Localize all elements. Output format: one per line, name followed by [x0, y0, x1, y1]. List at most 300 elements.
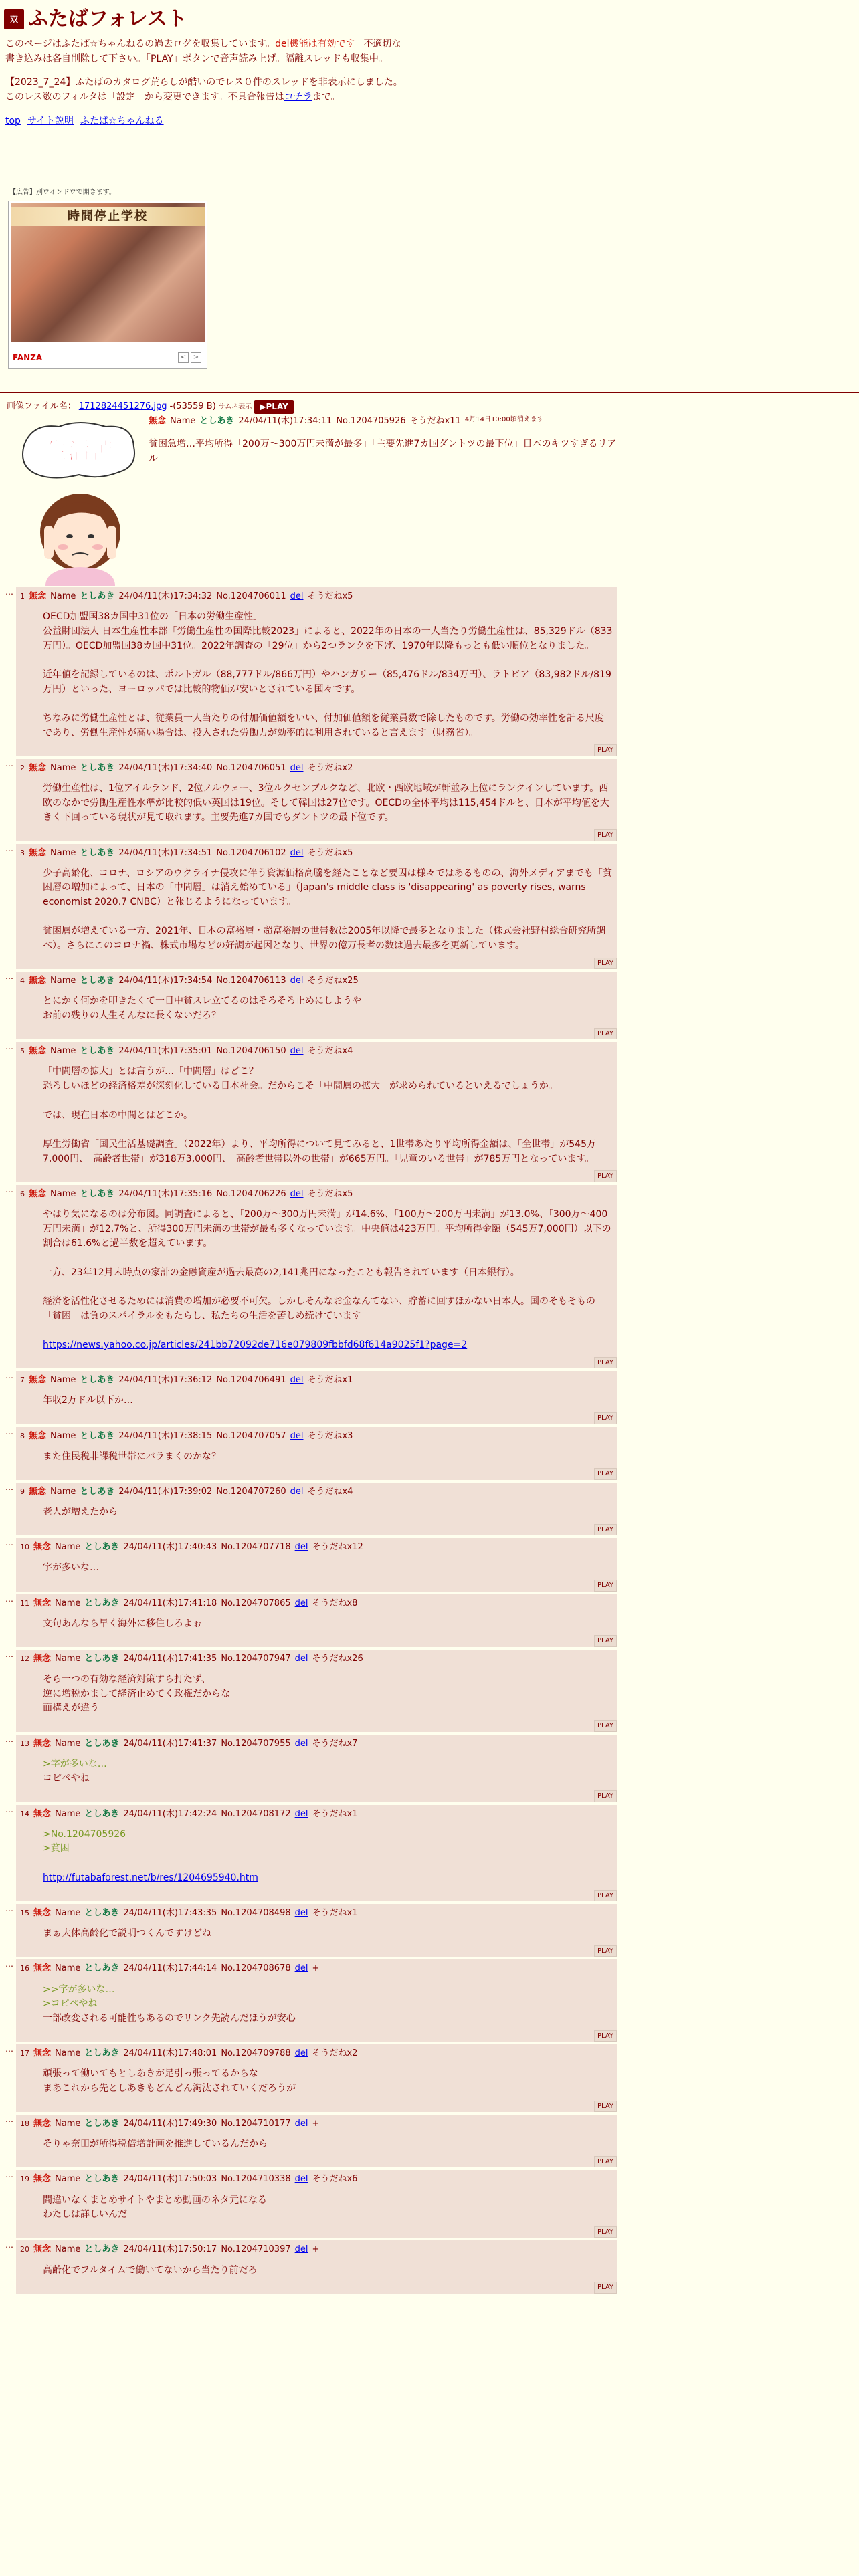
reply-box	[16, 2240, 617, 2293]
reply-index: 19	[20, 2175, 29, 2184]
reply-play-button[interactable]: PLAY	[594, 1635, 617, 1647]
reply-body	[43, 1065, 613, 1166]
reply-body	[43, 2193, 613, 2222]
reply-dots: …	[5, 843, 13, 853]
reply-name-prefix: Name	[55, 2048, 81, 2059]
reply-play-button[interactable]: PLAY	[594, 744, 617, 756]
reply-body	[43, 1450, 613, 1465]
reply-play-button[interactable]: PLAY	[594, 1170, 617, 1182]
reply-play-button[interactable]: PLAY	[594, 1357, 617, 1369]
reply-dots: …	[5, 587, 13, 597]
reply-quote: >No.1204705926 >貧困	[43, 1828, 126, 1854]
reply-number[interactable]: No.1204710177	[221, 2119, 291, 2129]
reply-header	[20, 762, 613, 775]
reply-body	[43, 1673, 613, 1716]
reply-body	[43, 994, 613, 1023]
reply-text: 老人が増えたから	[43, 1507, 118, 1518]
reply-name: としあき	[80, 591, 115, 601]
reply-text: 労働生産性は、1位アイルランド、2位ノルウェー、3位ルクセンブルクなど、北欧・西欧地域が軒並み上位にランクインしています。西欧のなかで労働生産性水準が比較的低い英国は19位。そして韓国は27位です。OECDの全体平均は115,454ドルと、日本が平均値を大きく下回っている現状が見て取れます。主要先進7カ国でもダントツの最下位です。	[43, 782, 609, 823]
reply-del-link[interactable]: del	[290, 1375, 304, 1386]
reply-del-link[interactable]: del	[294, 2244, 308, 2255]
op-post	[149, 415, 617, 467]
reply-subject: 無念	[33, 1908, 52, 1919]
reply-number[interactable]: No.1204706051	[216, 762, 286, 773]
reply-dots: …	[5, 1482, 13, 1492]
ad-arrows	[178, 352, 201, 363]
reply-datetime: 24/04/11(木)17:39:02	[118, 1486, 213, 1497]
reply-number[interactable]: No.1204706113	[216, 976, 286, 986]
reply-soudane[interactable]: +	[312, 1963, 320, 1974]
reply-del-link[interactable]: del	[294, 2119, 308, 2129]
reply-number[interactable]: No.1204707947	[221, 1653, 291, 1664]
reply-quote: >字が多いな…	[43, 1758, 107, 1769]
reply-play-button[interactable]: PLAY	[594, 1720, 617, 1732]
thumb-note: サムネ表示	[218, 403, 252, 411]
reply-name-prefix: Name	[55, 1542, 81, 1553]
reply-item	[5, 1185, 621, 1369]
reply-subject: 無念	[29, 1046, 47, 1057]
reply-body	[43, 1617, 613, 1632]
reply-name-prefix: Name	[55, 1598, 81, 1608]
reply-name: としあき	[80, 1375, 115, 1386]
reply-datetime: 24/04/11(木)17:41:18	[123, 1598, 217, 1608]
ad-prev-button[interactable]: <	[178, 352, 189, 363]
reply-del-link[interactable]: del	[290, 591, 304, 601]
reply-text: まぁ大体高齢化で説明つくんですけどね	[43, 1928, 211, 1939]
reply-datetime: 24/04/11(木)17:44:14	[123, 1963, 217, 1974]
reply-number[interactable]: No.1204706011	[216, 591, 286, 601]
ad-next-button[interactable]: >	[191, 352, 201, 363]
reply-text: そら一つの有効な経済対策すら打たず、 逆に増税かまして経済止めてく政権だからな 面構えが違う	[43, 1674, 230, 1714]
reply-number[interactable]: No.1204707955	[221, 1738, 291, 1749]
reply-item	[5, 1483, 621, 1535]
reply-index: 4	[20, 976, 25, 986]
reply-index: 6	[20, 1189, 25, 1198]
reply-body	[43, 1561, 613, 1576]
reply-text: また住民税非課税世帯にバラまくのかな？	[43, 1451, 221, 1462]
reply-index: 3	[20, 848, 25, 857]
reply-dots: …	[5, 972, 13, 982]
reply-del-link[interactable]: del	[290, 1430, 304, 1441]
reply-index: 14	[20, 1809, 29, 1818]
reply-soudane[interactable]: そうだねx2	[307, 762, 353, 773]
reply-body	[43, 1208, 613, 1353]
reply-soudane[interactable]: そうだねx1	[312, 1808, 358, 1819]
reply-datetime: 24/04/11(木)17:35:01	[118, 1046, 213, 1057]
reply-dots: …	[5, 758, 13, 768]
reply-item	[5, 2170, 621, 2238]
reply-index: 10	[20, 1543, 29, 1552]
reply-header	[20, 2117, 613, 2131]
reply-datetime: 24/04/11(木)17:43:35	[123, 1908, 217, 1919]
reply-index: 16	[20, 1964, 29, 1973]
reply-soudane[interactable]: そうだねx8	[312, 1598, 358, 1608]
reply-del-link[interactable]: del	[290, 762, 304, 773]
reply-name: としあき	[80, 1486, 115, 1497]
reply-datetime: 24/04/11(木)17:34:32	[118, 591, 213, 601]
reply-soudane[interactable]: そうだねx12	[312, 1542, 363, 1553]
reply-play-button[interactable]: PLAY	[594, 1945, 617, 1957]
nav-futaba-link[interactable]: ふたば☆ちゃんねる	[80, 115, 164, 126]
reply-dots: …	[5, 1904, 13, 1914]
reply-name-prefix: Name	[50, 1430, 76, 1441]
reply-datetime: 24/04/11(木)17:50:17	[123, 2244, 217, 2255]
reply-name: としあき	[84, 1808, 120, 1819]
reply-del-link[interactable]: del	[290, 1046, 304, 1057]
reply-index: 7	[20, 1376, 25, 1385]
reply-body	[43, 1505, 613, 1520]
reply-body	[43, 1983, 613, 2026]
reply-text: 年収2万ドル以下か…	[43, 1395, 133, 1406]
reply-play-button[interactable]: PLAY	[594, 2282, 617, 2294]
intro-section	[5, 37, 407, 128]
reply-text: 文句あんなら早く海外に移住しろよぉ	[43, 1618, 202, 1629]
reply-name: としあき	[84, 2119, 120, 2129]
reply-soudane[interactable]: そうだねx3	[307, 1430, 353, 1441]
reply-name: としあき	[80, 1046, 115, 1057]
reply-index: 17	[20, 2049, 29, 2058]
reply-body	[43, 1394, 613, 1408]
ad-banner[interactable]	[8, 201, 207, 369]
intro-paragraph-1: このページはふたば☆ちゃんねるの過去ログを収集しています。del機能は有効です。不適切な書き込みは各自削除して下さい。「PLAY」ボタンで音声読み上げ。隔離スレッドも収集中。	[5, 39, 401, 64]
reply-subject: 無念	[29, 847, 47, 858]
reply-del-link[interactable]: del	[294, 2048, 308, 2059]
op-subject: 無念	[149, 416, 167, 426]
site-header	[4, 4, 187, 35]
divider	[0, 392, 859, 393]
reply-item	[5, 844, 621, 970]
reply-body	[43, 1927, 613, 1941]
reply-box	[16, 1371, 617, 1424]
reply-dots: …	[5, 2170, 13, 2180]
nav-about-link[interactable]: サイト説明	[27, 115, 74, 126]
reply-name-prefix: Name	[55, 2119, 81, 2129]
reply-box	[16, 1427, 617, 1480]
reply-play-button[interactable]: PLAY	[594, 829, 617, 841]
reply-box	[16, 1904, 617, 1957]
op-header: 無念 Name としあき 24/04/11(木)17:34:11 No.1204705926 そうだねx11 4月14日10:00頃消えます	[149, 415, 617, 428]
reply-header	[20, 590, 613, 603]
reply-text: 一部改変される可能性もあるのでリンク先読んだほうが安心	[43, 2012, 296, 2024]
reply-name-prefix: Name	[55, 1738, 81, 1749]
bug-report-link[interactable]: コチラ	[284, 92, 312, 103]
reply-subject: 無念	[29, 591, 47, 601]
reply-header	[20, 1808, 613, 1821]
op-expire: 4月14日10:00頃消えます	[464, 416, 544, 423]
reply-name: としあき	[80, 847, 115, 858]
reply-number[interactable]: No.1204709788	[221, 2048, 291, 2059]
reply-soudane[interactable]: そうだねx1	[307, 1375, 353, 1386]
svg-text:生活苦: 生活苦	[45, 438, 113, 465]
reply-box	[16, 1042, 617, 1182]
reply-dots: …	[5, 1184, 13, 1194]
reply-play-button[interactable]: PLAY	[594, 1790, 617, 1802]
reply-name: としあき	[80, 762, 115, 773]
reply-text: 「中間層の拡大」とは言うが…「中間層」はどこ？ 恐ろしいほどの経済格差が深刻化している日本社会。だからこそ「中間層の拡大」が求められているといえるでしょうか。 では、現在日本の中間とはどこか。 厚生労働省「国民生活基礎調査」（2022年）より、平均所得について見てみると、1世帯あたり平均所得金額は、「全世帯」が545万7,000円、「高齢者世帯」が318万3,000円、「高齢者世帯以外の世帯」が665万円。「児童のいる世帯」が785万円となっています。	[43, 1066, 596, 1164]
reply-box	[16, 1805, 617, 1901]
reply-header	[20, 1430, 613, 1443]
reply-index: 12	[20, 1654, 29, 1663]
op-name: としあき	[199, 416, 235, 426]
reply-name: としあき	[84, 1963, 120, 1974]
reply-subject: 無念	[33, 2244, 52, 2255]
reply-index: 1	[20, 592, 25, 601]
reply-item	[5, 2044, 621, 2112]
reply-box	[16, 2044, 617, 2112]
reply-header	[20, 2173, 613, 2186]
nav-top-link[interactable]: top	[5, 115, 21, 126]
reply-header	[20, 1597, 613, 1610]
reply-index: 13	[20, 1739, 29, 1748]
image-file-link[interactable]: 1712824451276.jpg	[78, 401, 167, 412]
reply-text: OECD加盟国38カ国中31位の「日本の労働生産性」 公益財団法人 日本生産性本部「労働生産性の国際比較2023」によると、2022年の日本の一人当たり労働生産性は、85,329ドル（833万円）。OECD加盟国38カ国中31位。2022年調査の「29位」から2つランクを下げ、1970年以降もっとも低い順位となりました。 近年値を記録しているのは、ポルトガル（88,777ドル/866万円）やハンガリー（85,476ドル/834万円）、ラトビア（83,982ドル/819万円）といった、ヨーロッパでは比較的物価が安いとされている国々です。 ちなみに労働生産性とは、従業員一人当たりの付加価値額をいい、付加価値額を従業員数で除したものです。労働の効率性を計る尺度であり、労働生産性が高い場合は、投入された労働力が効率的に利用されていると言えます（財務省）。	[43, 611, 613, 738]
reply-header	[20, 1374, 613, 1387]
reply-subject: 無念	[33, 2174, 52, 2185]
reply-item	[5, 1735, 621, 1802]
reply-dots: …	[5, 2044, 13, 2054]
reply-link[interactable]: http://futabaforest.net/b/res/1204695940.htm	[43, 1872, 258, 1883]
reply-soudane[interactable]: そうだねx5	[307, 591, 353, 601]
reply-soudane[interactable]: そうだねx7	[312, 1738, 358, 1749]
reply-name: としあき	[80, 976, 115, 986]
nav-links	[5, 114, 407, 129]
reply-item	[5, 1042, 621, 1182]
ad-brand-logo: FANZA	[13, 353, 43, 363]
reply-item	[5, 2240, 621, 2293]
reply-play-button[interactable]: PLAY	[594, 1580, 617, 1592]
reply-name: としあき	[84, 2174, 120, 2185]
reply-del-link[interactable]: del	[290, 1486, 304, 1497]
reply-header	[20, 1188, 613, 1201]
reply-name: としあき	[84, 2048, 120, 2059]
reply-item	[5, 1805, 621, 1901]
op-play-button[interactable]: ▶PLAY	[254, 400, 294, 414]
reply-text: そりゃ奈田が所得税倍増計画を推進しているんだから	[43, 2139, 268, 2150]
reply-header	[20, 1907, 613, 1920]
reply-del-link[interactable]: del	[294, 1808, 308, 1819]
reply-item	[5, 2115, 621, 2167]
reply-header	[20, 2047, 613, 2060]
reply-play-button[interactable]: PLAY	[594, 1890, 617, 1902]
reply-soudane[interactable]: そうだねx4	[307, 1486, 353, 1497]
op-thumbnail[interactable]	[19, 419, 139, 586]
reply-subject: 無念	[33, 1738, 52, 1749]
reply-number[interactable]: No.1204707057	[216, 1430, 286, 1441]
reply-number[interactable]: No.1204706491	[216, 1375, 286, 1386]
reply-number[interactable]: No.1204708678	[221, 1963, 291, 1974]
reply-index: 20	[20, 2245, 29, 2254]
reply-name-prefix: Name	[55, 1808, 81, 1819]
reply-play-button[interactable]: PLAY	[594, 2156, 617, 2168]
reply-name-prefix: Name	[50, 591, 76, 601]
reply-name-prefix: Name	[55, 1653, 81, 1664]
reply-item	[5, 587, 621, 756]
reply-box	[16, 1483, 617, 1535]
reply-body	[43, 2067, 613, 2096]
reply-soudane[interactable]: そうだねx4	[307, 1046, 353, 1057]
reply-name: としあき	[80, 1430, 115, 1441]
reply-name: としあき	[84, 1908, 120, 1919]
reply-datetime: 24/04/11(木)17:34:51	[118, 847, 213, 858]
reply-name-prefix: Name	[50, 976, 76, 986]
reply-header	[20, 2243, 613, 2256]
reply-item	[5, 1371, 621, 1424]
reply-text: コピペやね	[43, 1773, 90, 1784]
reply-name-prefix: Name	[55, 2174, 81, 2185]
reply-subject: 無念	[29, 762, 47, 773]
reply-del-link[interactable]: del	[294, 1738, 308, 1749]
reply-box	[16, 1185, 617, 1369]
reply-number[interactable]: No.1204710338	[221, 2174, 291, 2185]
reply-datetime: 24/04/11(木)17:36:12	[118, 1375, 213, 1386]
reply-link[interactable]: https://news.yahoo.co.jp/articles/241bb72092de716e079809fbbfd68f614a9025f1?page=2	[43, 1339, 468, 1351]
reply-header	[20, 1737, 613, 1751]
reply-dots: …	[5, 1734, 13, 1744]
reply-item	[5, 1427, 621, 1480]
reply-name: としあき	[84, 1738, 120, 1749]
reply-text: 頑張って働いてもとしあきが足引っ張ってるからな まあこれから先としあきもどんどん淘汰されていくだろうが	[43, 2068, 296, 2094]
reply-soudane[interactable]: +	[312, 2244, 320, 2255]
site-title[interactable]: ふたばフォレスト	[28, 7, 187, 31]
reply-index: 5	[20, 1047, 25, 1056]
reply-soudane[interactable]: そうだねx25	[307, 976, 359, 986]
reply-dots: …	[5, 1959, 13, 1969]
reply-text: 少子高齢化、コロナ、ロシアのウクライナ侵攻に伴う資源価格高騰を経たことなど要因は様々ではあるものの、海外メディアまでも「貧困層の増加によって、日本の「中間層」は消え始めている」（Japan's middle class is 'disappearing' as poverty rises, warns economist 2020.7 CNBC）と報じるようになっています。 貧困層が増えている一方、2021年、日本の富裕層・超富裕層の世帯数は2005年以降で最多となりました（株式会社野村総合研究所調べ）。さらにこのコロナ禍、株式市場などの好調が起因となり、世界の億万長者の数は過去最多を更新しています。	[43, 867, 612, 952]
reply-del-link[interactable]: del	[294, 1542, 308, 1553]
reply-datetime: 24/04/11(木)17:50:03	[123, 2174, 217, 2185]
reply-subject: 無念	[29, 1430, 47, 1441]
reply-header	[20, 1045, 613, 1058]
reply-dots: …	[5, 1426, 13, 1436]
reply-datetime: 24/04/11(木)17:40:43	[123, 1542, 217, 1553]
reply-datetime: 24/04/11(木)17:42:24	[123, 1808, 217, 1819]
reply-name: としあき	[84, 1653, 120, 1664]
reply-item	[5, 759, 621, 841]
reply-header	[20, 1485, 613, 1499]
reply-body	[43, 782, 613, 825]
reply-dots: …	[5, 1594, 13, 1604]
reply-del-link[interactable]: del	[294, 2174, 308, 2185]
reply-del-link[interactable]: del	[294, 1653, 308, 1664]
reply-subject: 無念	[29, 1375, 47, 1386]
reply-del-link[interactable]: del	[294, 1908, 308, 1919]
reply-del-link[interactable]: del	[294, 1963, 308, 1974]
reply-name-prefix: Name	[50, 1046, 76, 1057]
reply-play-button[interactable]: PLAY	[594, 958, 617, 970]
reply-number[interactable]: No.1204707865	[221, 1598, 291, 1608]
reply-soudane[interactable]: そうだねx2	[312, 2048, 358, 2059]
reply-soudane[interactable]: そうだねx5	[307, 1188, 353, 1199]
reply-number[interactable]: No.1204707260	[216, 1486, 286, 1497]
reply-name-prefix: Name	[50, 762, 76, 773]
reply-body	[43, 2264, 613, 2278]
reply-del-link[interactable]: del	[290, 847, 304, 858]
reply-soudane[interactable]: +	[312, 2119, 320, 2129]
reply-play-button[interactable]: PLAY	[594, 1468, 617, 1480]
reply-header	[20, 1541, 613, 1554]
reply-number[interactable]: No.1204710397	[221, 2244, 291, 2255]
reply-datetime: 24/04/11(木)17:38:15	[118, 1430, 213, 1441]
reply-del-link[interactable]: del	[294, 1598, 308, 1608]
reply-box	[16, 759, 617, 841]
reply-name: としあき	[84, 1598, 120, 1608]
reply-subject: 無念	[33, 2119, 52, 2129]
reply-box	[16, 1735, 617, 1802]
reply-play-button[interactable]: PLAY	[594, 1524, 617, 1536]
reply-box	[16, 1650, 617, 1732]
reply-header	[20, 847, 613, 860]
reply-name: としあき	[84, 1542, 120, 1553]
reply-number[interactable]: No.1204708498	[221, 1908, 291, 1919]
reply-datetime: 24/04/11(木)17:49:30	[123, 2119, 217, 2129]
reply-soudane[interactable]: そうだねx6	[312, 2174, 358, 2185]
reply-soudane[interactable]: そうだねx1	[312, 1908, 358, 1919]
reply-play-button[interactable]: PLAY	[594, 1412, 617, 1424]
reply-item	[5, 1594, 621, 1647]
ad-image[interactable]	[11, 203, 205, 342]
ad-title: 時間停止学校	[11, 207, 205, 226]
reply-text: 高齢化でフルタイムで働いてないから当たり前だろ	[43, 2264, 258, 2276]
reply-index: 15	[20, 1909, 29, 1918]
reply-item	[5, 1904, 621, 1957]
reply-body	[43, 610, 613, 740]
reply-subject: 無念	[33, 1542, 52, 1553]
reply-number[interactable]: No.1204706150	[216, 1046, 286, 1057]
op-thumbnail-illustration	[19, 419, 139, 586]
reply-index: 9	[20, 1487, 25, 1496]
reply-dots: …	[5, 2115, 13, 2125]
reply-body	[43, 867, 613, 954]
reply-number[interactable]: No.1204707718	[221, 1542, 291, 1553]
reply-subject: 無念	[33, 1653, 52, 1664]
reply-subject: 無念	[33, 1963, 52, 1974]
reply-name-prefix: Name	[55, 1908, 81, 1919]
reply-list	[5, 587, 621, 2296]
reply-subject: 無念	[33, 1598, 52, 1608]
reply-subject: 無念	[29, 1486, 47, 1497]
reply-play-button[interactable]: PLAY	[594, 2030, 617, 2042]
op-soudane[interactable]: そうだねx11	[409, 416, 461, 426]
reply-index: 11	[20, 1598, 29, 1608]
reply-soudane[interactable]: そうだねx5	[307, 847, 353, 858]
reply-dots: …	[5, 2240, 13, 2250]
reply-datetime: 24/04/11(木)17:41:37	[123, 1738, 217, 1749]
reply-play-button[interactable]: PLAY	[594, 2101, 617, 2113]
reply-play-button[interactable]: PLAY	[594, 1028, 617, 1040]
reply-text: 字が多いな…	[43, 1562, 99, 1574]
reply-play-button[interactable]: PLAY	[594, 2226, 617, 2238]
reply-body	[43, 1757, 613, 1786]
reply-number[interactable]: No.1204706226	[216, 1188, 286, 1199]
op-datetime: 24/04/11(木)17:34:11	[238, 416, 332, 426]
reply-item	[5, 1650, 621, 1732]
reply-name-prefix: Name	[50, 1375, 76, 1386]
reply-del-link[interactable]: del	[290, 1188, 304, 1199]
reply-box	[16, 587, 617, 756]
reply-number[interactable]: No.1204706102	[216, 847, 286, 858]
reply-name: としあき	[80, 1188, 115, 1199]
reply-soudane[interactable]: そうだねx26	[312, 1653, 363, 1664]
reply-box	[16, 1959, 617, 2042]
reply-index: 8	[20, 1431, 25, 1440]
reply-text: 間違いなくまとめサイトやまとめ動画のネタ元になる わたしは詳しいんだ	[43, 2194, 268, 2220]
reply-number[interactable]: No.1204708172	[221, 1808, 291, 1819]
reply-item	[5, 1959, 621, 2042]
op-number[interactable]: No.1204705926	[336, 416, 406, 426]
reply-subject: 無念	[33, 1808, 52, 1819]
reply-del-link[interactable]: del	[290, 976, 304, 986]
reply-box	[16, 2170, 617, 2238]
